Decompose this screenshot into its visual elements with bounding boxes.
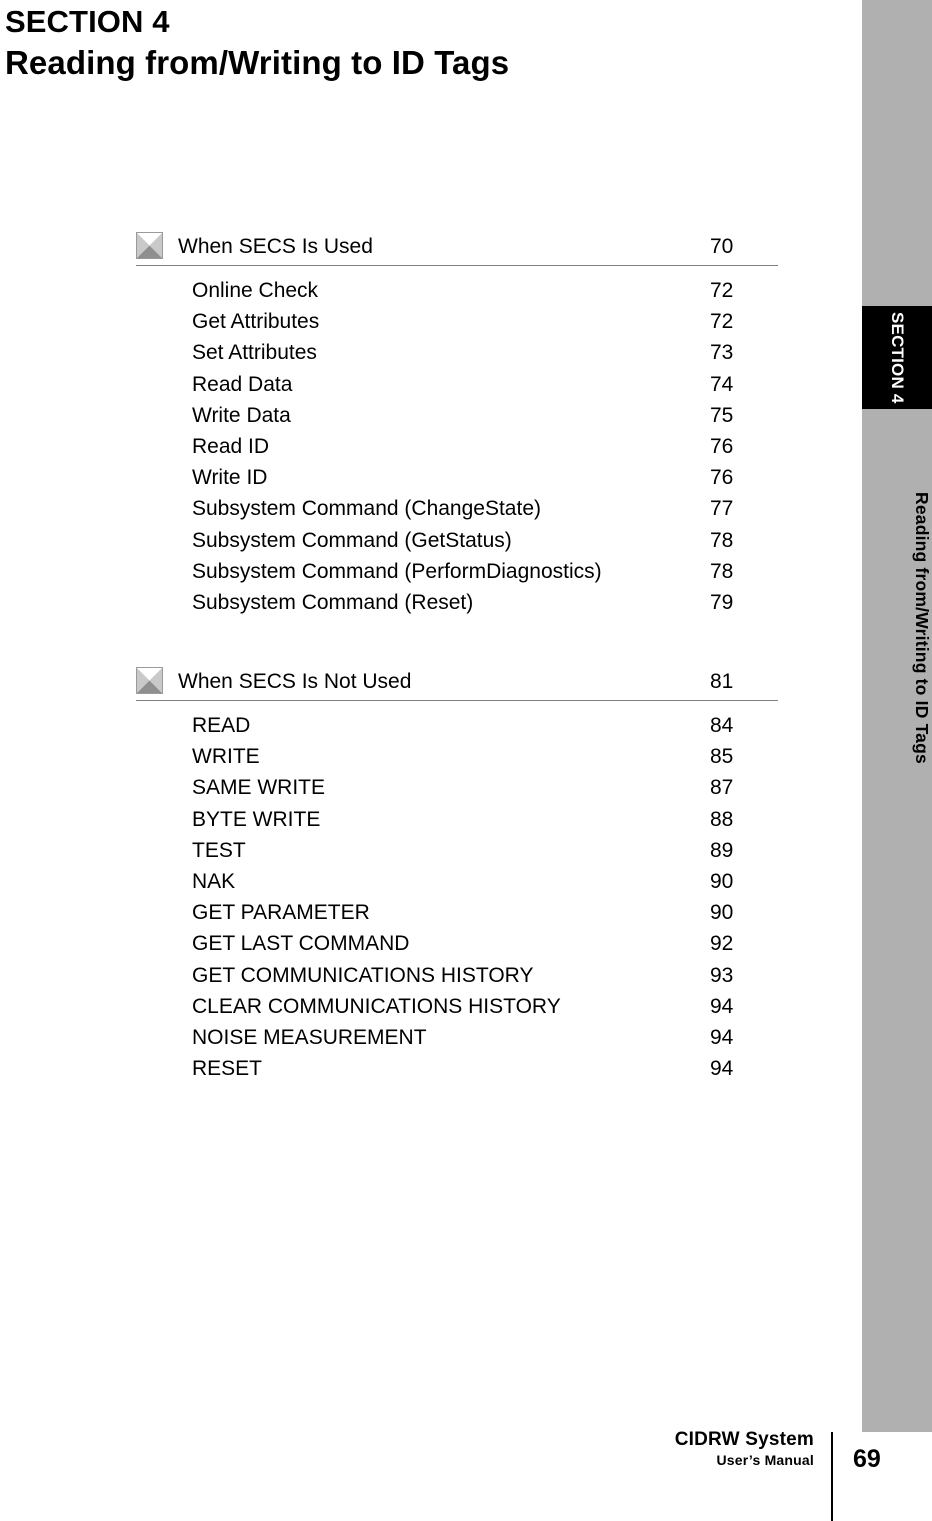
toc-entry-page-number: 94 xyxy=(710,994,734,1018)
toc-entry-page-number: 73 xyxy=(710,341,734,365)
toc-entry[interactable] xyxy=(192,1022,778,1053)
toc-entry[interactable] xyxy=(192,306,778,337)
toc-entry[interactable] xyxy=(192,835,778,866)
toc-entry-label: Set Attributes xyxy=(192,341,317,365)
toc-entry-page-number: 76 xyxy=(710,466,734,490)
toc-entry[interactable] xyxy=(192,431,778,462)
toc-entry-page-number: 88 xyxy=(710,807,734,831)
toc-entry-label: Online Check xyxy=(192,279,319,302)
page-title xyxy=(5,2,825,84)
toc-entry[interactable] xyxy=(192,866,778,897)
toc-item-list xyxy=(136,710,778,1084)
side-tab-chapter-label: Reading from/Writing to ID Tags xyxy=(912,492,932,764)
side-tab-section-label: SECTION 4 xyxy=(888,311,907,404)
toc-entry[interactable] xyxy=(192,369,778,400)
toc-group-page-number: 81 xyxy=(710,670,734,694)
toc-entry-page-number: 93 xyxy=(710,963,734,987)
toc-entry-page-number: 78 xyxy=(710,559,734,583)
toc-entry[interactable] xyxy=(192,525,778,556)
toc-entry-label: Write ID xyxy=(192,466,268,490)
toc-entry-page-number: 72 xyxy=(710,279,734,302)
toc-entry-page-number: 94 xyxy=(710,1057,734,1081)
toc-entry[interactable] xyxy=(192,462,778,493)
toc-entry-label: Subsystem Command (ChangeState) xyxy=(192,497,541,521)
toc-entry[interactable] xyxy=(192,275,778,306)
toc-entry[interactable] xyxy=(192,741,778,772)
toc-entry-page-number: 76 xyxy=(710,434,734,458)
toc-entry[interactable] xyxy=(192,897,778,928)
toc-entry-label: GET COMMUNICATIONS HISTORY xyxy=(192,963,534,987)
toc-group-divider xyxy=(136,265,778,266)
toc-entry[interactable] xyxy=(192,928,778,959)
toc-group-header[interactable] xyxy=(136,665,778,699)
toc-entry-page-number: 89 xyxy=(710,838,734,862)
toc-entry[interactable] xyxy=(192,556,778,587)
table-of-contents xyxy=(136,230,778,1084)
toc-entry-label: GET PARAMETER xyxy=(192,901,370,925)
toc-entry-page-number: 94 xyxy=(710,1025,734,1049)
toc-item-list xyxy=(136,275,778,618)
toc-group-page-number: 70 xyxy=(710,235,734,258)
toc-entry-page-number: 85 xyxy=(710,745,734,769)
toc-entry[interactable] xyxy=(192,493,778,524)
toc-entry-page-number: 84 xyxy=(710,714,734,738)
toc-group-header[interactable] xyxy=(136,230,778,264)
toc-entry-page-number: 90 xyxy=(710,901,734,925)
toc-entry[interactable] xyxy=(192,960,778,991)
toc-entry-label: SAME WRITE xyxy=(192,776,326,800)
toc-entry-label: CLEAR COMMUNICATIONS HISTORY xyxy=(192,994,561,1018)
pyramid-bowtie-icon xyxy=(136,232,163,259)
toc-entry[interactable] xyxy=(192,804,778,835)
toc-entry-page-number: 72 xyxy=(710,310,734,334)
toc-entry-label: NAK xyxy=(192,870,236,893)
footer-brand xyxy=(520,1428,814,1470)
toc-entry-page-number: 78 xyxy=(710,528,734,552)
toc-group-title: When SECS Is Not Used xyxy=(178,670,412,694)
toc-entry-label: RESET xyxy=(192,1057,263,1081)
toc-entry-label: Subsystem Command (Reset) xyxy=(192,590,474,614)
toc-entry[interactable] xyxy=(192,1053,778,1084)
footer-brand-subtitle: User’s Manual xyxy=(716,1452,814,1468)
toc-entry-label: Subsystem Command (PerformDiagnostics) xyxy=(192,559,602,583)
toc-entry-page-number: 79 xyxy=(710,590,734,614)
toc-group xyxy=(136,665,778,1084)
toc-entry-label: GET LAST COMMAND xyxy=(192,932,410,956)
toc-entry[interactable] xyxy=(192,400,778,431)
toc-entry-label: READ xyxy=(192,714,251,738)
toc-entry[interactable] xyxy=(192,337,778,368)
toc-entry[interactable] xyxy=(192,991,778,1022)
section-title-heading: Reading from/Writing to ID Tags xyxy=(5,44,510,81)
toc-entry-label: Subsystem Command (GetStatus) xyxy=(192,528,512,552)
toc-entry[interactable] xyxy=(192,710,778,741)
toc-entry-page-number: 90 xyxy=(710,870,734,893)
toc-entry-page-number: 87 xyxy=(710,776,734,800)
toc-entry[interactable] xyxy=(192,587,778,618)
footer-brand-name: CIDRW System xyxy=(674,1429,814,1450)
toc-group-title: When SECS Is Used xyxy=(178,235,373,258)
toc-entry-label: Get Attributes xyxy=(192,310,320,334)
toc-entry-label: WRITE xyxy=(192,745,260,769)
toc-entry-page-number: 92 xyxy=(710,932,734,956)
toc-entry-page-number: 74 xyxy=(710,372,734,396)
toc-entry-label: TEST xyxy=(192,838,246,862)
toc-entry-label: BYTE WRITE xyxy=(192,807,321,831)
footer-divider xyxy=(831,1432,833,1521)
section-number-heading: SECTION 4 xyxy=(5,4,170,39)
footer-page-number: 69 xyxy=(853,1445,881,1473)
toc-entry[interactable] xyxy=(192,772,778,803)
toc-group-divider xyxy=(136,700,778,701)
toc-entry-label: Read ID xyxy=(192,434,270,458)
toc-group xyxy=(136,230,778,618)
toc-entry-label: Read Data xyxy=(192,372,293,396)
toc-entry-page-number: 77 xyxy=(710,497,734,521)
toc-entry-page-number: 75 xyxy=(710,403,734,427)
toc-entry-label: NOISE MEASUREMENT xyxy=(192,1025,427,1049)
pyramid-bowtie-icon xyxy=(136,667,163,694)
toc-entry-label: Write Data xyxy=(192,403,291,427)
